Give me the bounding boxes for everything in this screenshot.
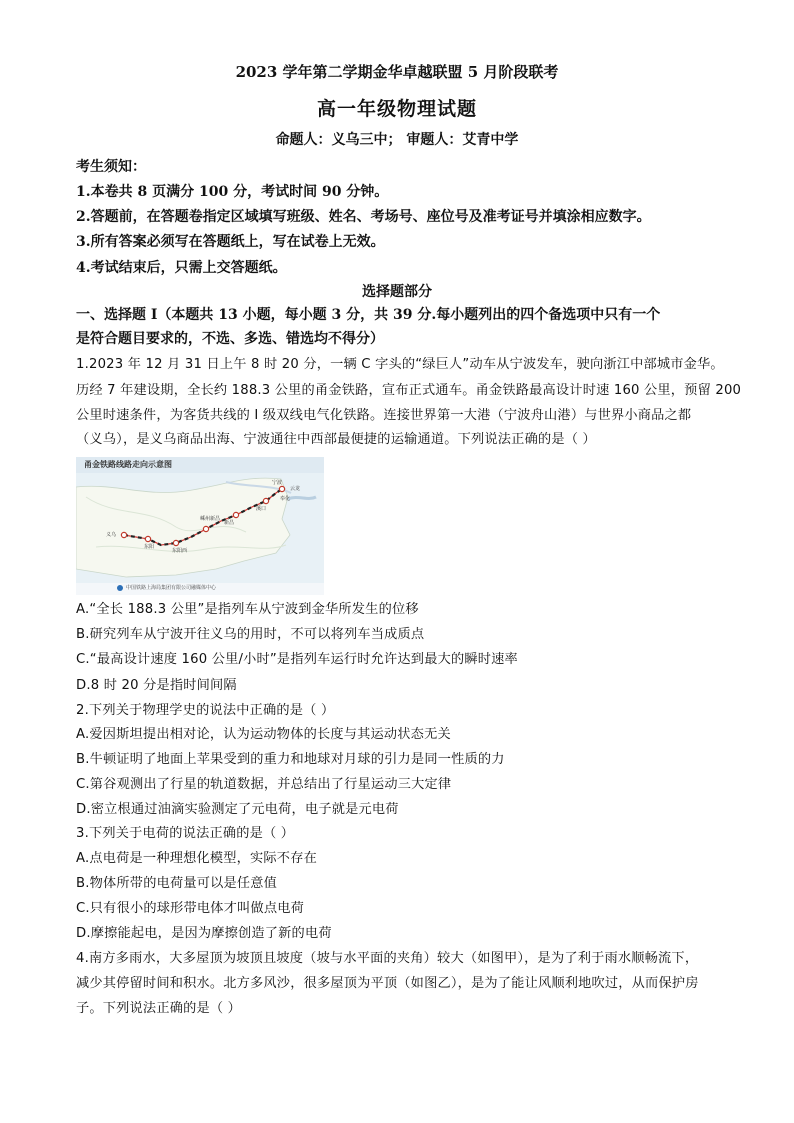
option-c: C.只有很小的球形带电体才叫做点电荷 <box>76 901 304 916</box>
notice-item: 2.答题前，在答题卷指定区域填写班级、姓名、考场号、座位号及准考证号并填涂相应数字。 <box>76 209 651 225</box>
option-b: B.物体所带的电荷量可以是任意值 <box>76 876 278 891</box>
station-label: 东阳西 <box>172 548 188 554</box>
question-text: 4.南方多雨水，大多屋顶为坡顶且坡度（坡与水平面的夹角）较大（如图甲），是为了利于雨水顺畅流下， <box>76 951 699 966</box>
railway-route-map <box>76 457 324 595</box>
option-d: D.密立根通过油滴实验测定了元电荷，电子就是元电荷 <box>76 802 399 817</box>
station-label: 义乌 <box>106 532 117 538</box>
option-d: D.摩擦能起电，是因为摩擦创造了新的电荷 <box>76 926 332 941</box>
question-text: 历经 7 年建设期，全长约 188.3 公里的甬金铁路，宣布正式通车。甬金铁路最高设计时速 160 公里，预留 200 <box>76 383 742 398</box>
notice-heading: 考生须知： <box>76 159 146 175</box>
station-label: 嵊州新昌 <box>200 516 221 522</box>
notice-item: 1.本卷共 8 页满分 100 分，考试时间 90 分钟。 <box>76 184 389 200</box>
question-text: 减少其停留时间和积水。北方多风沙，很多屋顶为平顶（如图乙），是为了能让风顺利地吹过，从而保护房 <box>76 976 699 991</box>
map-title: 甬金铁路线路走向示意图 <box>84 460 172 469</box>
section-instructions: 一、选择题 I（本题共 13 小题，每小题 3 分，共 39 分.每小题列出的四个备选项中只有一个 <box>76 307 661 323</box>
subject-title: 高一年级物理试题 <box>316 98 477 120</box>
station-label: 宁波 <box>272 480 283 486</box>
question-text: 3.下列关于电荷的说法正确的是（ ） <box>76 826 295 841</box>
section-instructions: 是符合题目要求的，不选、多选、错选均不得分） <box>76 331 384 347</box>
option-c: C.“最高设计速度 160 公里/小时”是指列车运行时允许达到最大的瞬时速率 <box>76 652 518 667</box>
station-label: 奉化 <box>280 496 291 502</box>
option-a: A.“全长 188.3 公里”是指列车从宁波到金华所发生的位移 <box>76 602 419 617</box>
option-c: C.第谷观测出了行星的轨道数据，并总结出了行星运动三大定律 <box>76 777 452 792</box>
question-text: （义乌），是义乌商品出海、宁波通往中西部最便捷的运输通道。下列说法正确的是（ ） <box>76 432 596 447</box>
exam-title: 2023 学年第二学期金华卓越联盟 5 月阶段联考 <box>235 63 559 81</box>
map-credit: 中国铁路上海局集团有限公司融媒体中心 <box>126 585 217 591</box>
question-text: 1.2023 年 12 月 31 日上午 8 时 20 分，一辆 C 字头的“绿巨人”动车从宁波发车，驶向浙江中部城市金华。 <box>76 357 724 372</box>
option-a: A.点电荷是一种理想化模型，实际不存在 <box>76 851 317 866</box>
option-b: B.牛顿证明了地面上苹果受到的重力和地球对月球的引力是同一性质的力 <box>76 752 505 767</box>
station-label: 新昌 <box>224 520 235 526</box>
option-d: D.8 时 20 分是指时间间隔 <box>76 678 237 693</box>
option-b: B.研究列车从宁波开往义乌的用时，不可以将列车当成质点 <box>76 627 425 642</box>
station-label: 东阳 <box>144 544 155 550</box>
station-label: 溪口 <box>256 506 267 512</box>
question-text: 子。下列说法正确的是（ ） <box>76 1001 242 1016</box>
option-a: A.爱因斯坦提出相对论，认为运动物体的长度与其运动状态无关 <box>76 727 451 742</box>
section-title: 选择题部分 <box>362 284 432 300</box>
question-text: 2.下列关于物理学史的说法中正确的是（ ） <box>76 703 335 718</box>
station-label: 云龙 <box>290 486 301 492</box>
question-text: 公里时速条件，为客货共线的 I 级双线电气化铁路。连接世界第一大港（宁波舟山港）与世界小商品之都 <box>76 408 692 423</box>
notice-item: 4.考试结束后，只需上交答题纸。 <box>76 260 287 276</box>
map-graphic <box>76 457 324 595</box>
notice-item: 3.所有答案必须写在答题纸上，写在试卷上无效。 <box>76 234 385 250</box>
authors-line: 命题人：义乌三中； 审题人：艾青中学 <box>275 132 519 148</box>
